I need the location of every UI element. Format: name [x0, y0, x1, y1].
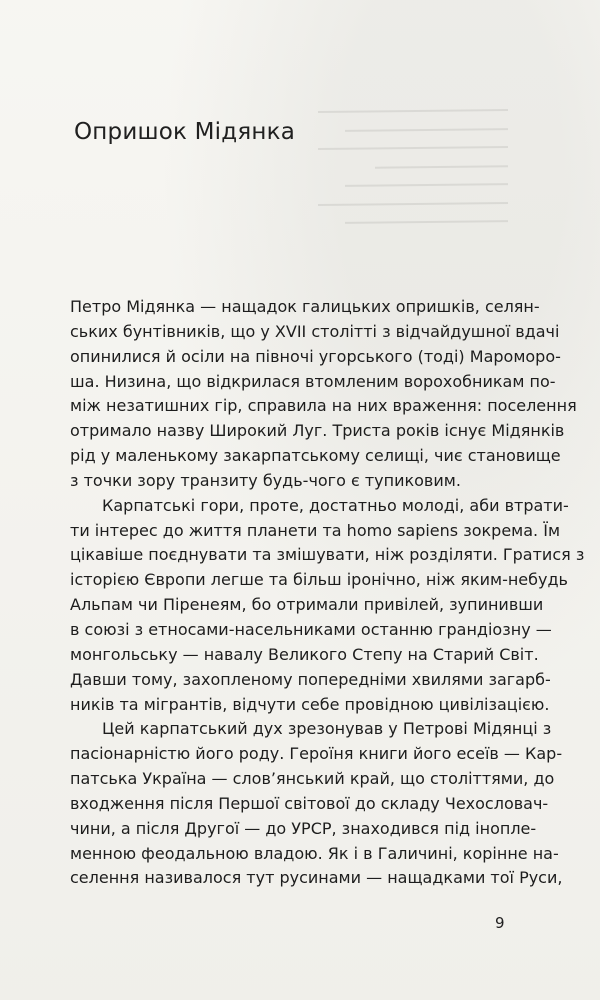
text-line: Петро Мідянка — нащадок галицьких опришків, селян- [70, 297, 540, 316]
paragraph-start-line: Карпатські гори, проте, достатньо молоді, аби втрати- [102, 495, 569, 515]
text-line: входження після Першої світової до складу Чехословач- [70, 793, 549, 813]
text-line: ша. Низина, що відкрилася втомленим ворохобникам по- [70, 371, 556, 391]
text-line: патська Україна — слов’янський край, що століттями, до [70, 769, 555, 789]
show-through-line [318, 202, 508, 205]
chapter-title: Опришок Мідянка [74, 119, 296, 145]
text-line: Давши тому, захопленому попередніми хвилями загарб- [70, 669, 551, 689]
text-line: рід у маленькому закарпатському селищі, чиє становище [70, 446, 561, 466]
text-line: з точки зору транзиту будь-чого є тупиковим. [70, 470, 461, 490]
show-through-line [345, 220, 508, 223]
show-through-text [318, 110, 508, 275]
show-through-line [345, 183, 508, 186]
text-line: селення називалося тут русинами — нащадками тої Руси, [70, 868, 563, 888]
text-line: ських бунтівників, що у XVII столітті з відчайдушної вдачі [70, 321, 560, 341]
text-line: чини, а після Другої — до УРСР, знаходився під іноплe- [70, 818, 537, 838]
page-number: 9 [495, 914, 505, 932]
text-line: пасіонарністю його роду. Героїня книги його есеїв — Кар- [70, 744, 563, 764]
text-line: опинилися й осіли на півночі угорського (тоді) Мароморо- [70, 346, 561, 366]
text-line: ників та мігрантів, відчути себе провідною цивілізацією. [70, 694, 550, 714]
text-line: Альпам чи Піренеям, бо отримали привілей, зупинивши [70, 595, 544, 615]
text-line: менною феодальною владою. Як і в Галичині, корінне на- [70, 843, 559, 863]
show-through-line [345, 128, 508, 131]
chapter-body [70, 295, 585, 891]
paragraph-start-line: Цей карпатський дух зрезонував у Петрові Мідянці з [102, 719, 552, 739]
text-line: отримало назву Широкий Луг. Триста років існує Мідянків [70, 421, 565, 441]
text-line: цікавіше поєднувати та змішувати, ніж розділяти. Гратися з [70, 545, 585, 565]
text-line: монгольську — навалу Великого Степу на Старий Світ. [70, 644, 539, 664]
show-through-line [318, 109, 508, 112]
text-line: між незатишних гір, справила на них враження: поселення [70, 396, 577, 416]
show-through-line [375, 165, 508, 168]
text-line: ти інтерес до життя планети та homo sapiens зокрема. Їм [70, 520, 561, 540]
show-through-line [318, 146, 508, 149]
text-line: в союзі з етносами-насельниками останню грандіозну — [70, 619, 552, 639]
text-line: історією Європи легше та більш іронічно, ніж яким-небудь [70, 570, 568, 590]
